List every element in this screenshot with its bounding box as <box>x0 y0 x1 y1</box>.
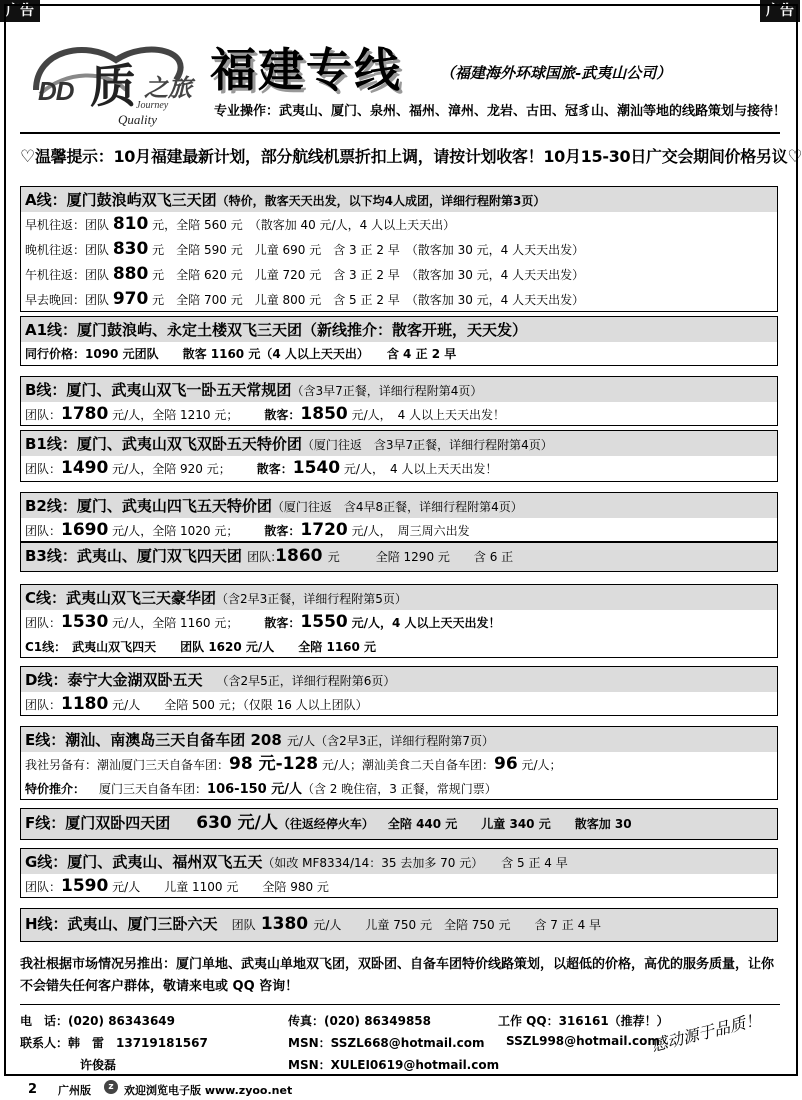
logo-zhi: 质 <box>90 59 136 113</box>
table-row: 团队：1530 元/人，全陪 1160 元； 散客：1550 元/人，4 人以上天天出发！ <box>25 612 501 632</box>
table-row: 同行价格：1090 元团队 散客 1160 元（4 人以上天天出） 含 4 正 2 早 <box>25 347 457 361</box>
fax: 传真：(020) 86349858 <box>288 1014 431 1028</box>
table-row: 团队：1590 元/人 儿童 1100 元 全陪 980 元 <box>25 876 329 896</box>
route-note: （厦门往返 含3早7正餐，详细行程附第4页） <box>301 438 553 452</box>
route-header: A线：厦门鼓浪屿双飞三天团 <box>25 191 217 209</box>
brand-logo <box>26 30 206 127</box>
table-row: 团队：1780 元/人，全陪 1210 元； 散客：1850 元/人， 4 人以上天天出发！ <box>25 404 506 424</box>
table-row: 早机往返：团队 810 元，全陪 560 元 （散客加 40 元/人，4 人以上天天出） <box>25 214 456 234</box>
route-header: D线：泰宁大金湖双卧五天 <box>25 671 203 689</box>
divider <box>20 132 780 134</box>
heart-icon: ♡ <box>20 147 35 167</box>
heart-icon: ♡ <box>787 147 802 167</box>
page-title: 福建专线 <box>210 43 402 97</box>
table-row: 晚机往返：团队 830 元 全陪 590 元 儿童 690 元 含 3 正 2 早 （散客加 30 元，4 人天天出发） <box>25 239 585 259</box>
route-header: A1线：厦门鼓浪屿、永定土楼双飞三天团（新线推介：散客开班，天天发） <box>21 317 777 342</box>
table-row: 特价推介： 厦门三天自备车团：106-150 元/人（含 2 晚住宿，3 正餐，常规门票） <box>25 782 497 797</box>
route-e: E线：潮汕、南澳岛三天自备车团 208 元/人（含2早3正，详细行程附第7页） 我社另备有：潮汕厦门三天自备车团：98 元-128 元/人；潮汕美食二天自备车团：96 元/人； 特价推介： 厦门三天自备车团：106-150 元/人（含 2 晚住宿，3 正餐，常规门票） <box>20 726 778 800</box>
slogan: 感动源于品质！ <box>649 1009 763 1056</box>
route-a <box>20 186 778 312</box>
logo-zl: 之旅 <box>144 73 192 102</box>
route-note: （含2早3正餐，详细行程附第5页） <box>216 592 407 606</box>
route-header: C线：武夷山双飞三天豪华团 <box>25 589 217 607</box>
route-header: E线：潮汕、南澳岛三天自备车团 208 <box>25 731 282 749</box>
ad-label-left: 广告 <box>0 0 40 22</box>
company-name: （福建海外环球国旅-武夷山公司） <box>440 64 672 82</box>
route-header: F线：厦门双卧四天团 <box>25 814 171 832</box>
route-b <box>20 376 778 426</box>
logo-journey: Journey <box>136 100 169 111</box>
route-header: H线：武夷山、厦门三卧六天 <box>25 915 218 933</box>
route-header: B3线：武夷山、厦门双飞四天团 <box>25 547 242 565</box>
table-row: 我社另备有：潮汕厦门三天自备车团：98 元-128 元/人；潮汕美食二天自备车团：96 元/人； <box>25 754 562 774</box>
route-h: H线：武夷山、厦门三卧六天 团队 1380 元/人 儿童 750 元 全陪 750 元 含 7 正 4 早 <box>20 908 778 942</box>
table-row: 团队：1490 元/人，全陪 920 元； 散客：1540 元/人， 4 人以上天天出发！ <box>25 458 498 478</box>
logo-icon: z <box>104 1080 118 1094</box>
contact-person: 许俊磊 <box>80 1058 117 1072</box>
route-note: （含2早3正，详细行程附第7页） <box>315 734 494 748</box>
route-header: B线：厦门、武夷山双飞一卧五天常规团 <box>25 381 292 399</box>
route-note: （含3早7正餐，详细行程附第4页） <box>291 384 483 398</box>
table-row: 早去晚回：团队 970 元 全陪 700 元 儿童 800 元 含 5 正 2 早 （散客加 30 元，4 人天天出发） <box>25 289 585 309</box>
page-footer <box>0 1076 800 1100</box>
table-row: 团队：1180 元/人 全陪 500 元；（仅限 16 人以上团队） <box>25 694 368 714</box>
route-note: （含2早5正，详细行程附第6页） <box>216 674 396 688</box>
promo-text: 我社根据市场情况另推出：厦门单地、武夷山单地双飞团，双卧团、自备车团特价线路策划，以超低的价格，高优的服务质量，让你不会错失任何客户群体，敬请来电或 QQ 咨询！ <box>20 957 775 994</box>
ad-label-right: 广告 <box>760 0 800 22</box>
qq: 工作 QQ：316161（推荐！） <box>498 1014 669 1028</box>
edition: 广州版 <box>58 1084 91 1097</box>
msn-link[interactable]: MSN：XULEI0619@hotmail.com <box>288 1058 500 1072</box>
route-a1 <box>20 316 778 366</box>
msn-link[interactable]: MSN：SSZL668@hotmail.com <box>288 1036 485 1050</box>
table-row: 午机往返：团队 880 元 全陪 620 元 儿童 720 元 含 3 正 2 早 （散客加 30 元，4 人天天出发） <box>25 264 585 284</box>
page-number: 2 <box>28 1082 38 1097</box>
contact-person: 联系人：韩 雷 13719181567 <box>20 1036 208 1050</box>
logo-dd: DD <box>38 76 74 106</box>
specialty-text: 专业操作：武夷山、厦门、泉州、福州、漳州、龙岩、古田、冠豸山、潮汕等地的线路策划与接待！ <box>214 104 787 119</box>
route-header: G线：厦门、武夷山、福州双飞五天 <box>25 853 263 871</box>
footer-link[interactable]: 欢迎浏览电子版 www.zyoo.net <box>124 1084 293 1097</box>
route-g <box>20 848 778 898</box>
warm-tip: ♡温馨提示：10月福建最新计划，部分航线机票折扣上调，请按计划收客！10月15-30日广交会期间价格另议♡ <box>20 147 802 167</box>
route-note: （厦门往返 含4早8正餐，详细行程附第4页） <box>271 500 523 514</box>
msn-link[interactable]: SSZL998@hotmail.com <box>506 1034 660 1048</box>
route-f: F线：厦门双卧四天团 630 元/人（往返经停火车） 全陪 440 元 儿童 340 元 散客加 30 <box>20 808 778 840</box>
route-c <box>20 584 778 658</box>
route-b3: B3线：武夷山、厦门双飞四天团 团队:1860 元 全陪 1290 元 含 6 正 <box>20 542 778 572</box>
divider <box>20 1004 780 1005</box>
logo-quality: Quality <box>118 112 157 127</box>
phone: 电 话：(020) 86343649 <box>20 1014 175 1028</box>
route-note: （特价，散客天天出发，以下均4人成团，详细行程附第3页） <box>216 194 546 208</box>
route-header: B2线：厦门、武夷山四飞五天特价团 <box>25 497 272 515</box>
route-header: B1线：厦门、武夷山双飞双卧五天特价团 <box>25 435 302 453</box>
table-row: C1线： 武夷山双飞四天 团队 1620 元/人 全陪 1160 元 <box>25 640 377 654</box>
route-b1 <box>20 430 778 482</box>
route-d <box>20 666 778 716</box>
route-note: （如改 MF8334/14：35 去加多 70 元） 含 5 正 4 早 <box>262 856 568 870</box>
table-row: 团队：1690 元/人，全陪 1020 元； 散客：1720 元/人， 周三周六出发 <box>25 520 470 540</box>
route-b2 <box>20 492 778 542</box>
